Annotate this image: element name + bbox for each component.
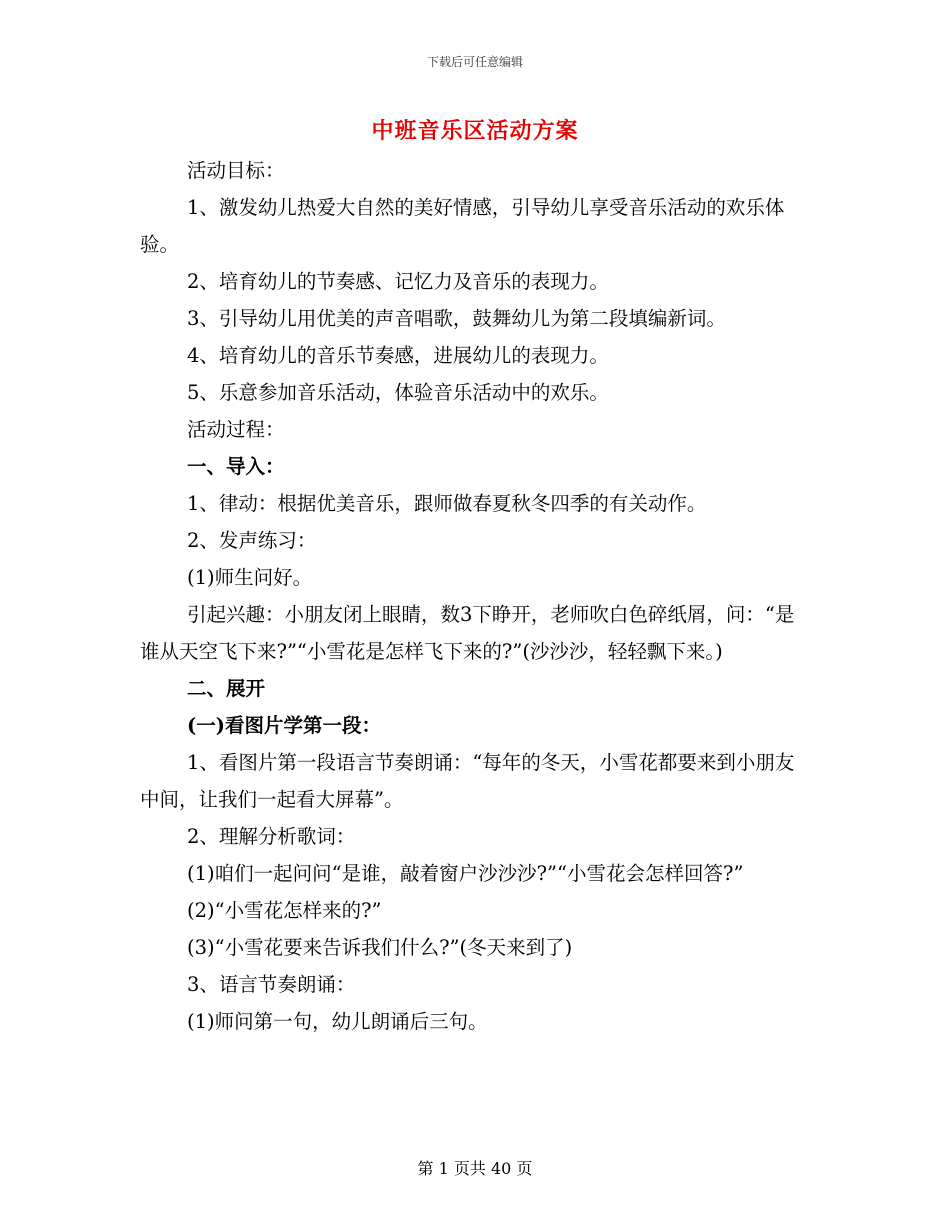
paragraph: 引起兴趣：小朋友闭上眼睛，数3下睁开，老师吹白色碎纸屑，问：“是谁从天空飞下来?”“小雪花是怎样飞下来的?”(沙沙沙，轻轻飘下来。) [140, 603, 795, 663]
paragraph: 2、培育幼儿的节奏感、记忆力及音乐的表现力。 [187, 270, 609, 293]
document-body [140, 152, 808, 1040]
subsection-heading: (一)看图片学第一段： [187, 714, 381, 737]
paragraph: 2、发声练习： [187, 529, 317, 552]
paragraph: 5、乐意参加音乐活动，体验音乐活动中的欢乐。 [187, 381, 609, 404]
paragraph: 活动过程： [187, 418, 285, 441]
paragraph: (1)师问第一句，幼儿朗诵后三句。 [187, 1010, 488, 1033]
paragraph: 1、激发幼儿热爱大自然的美好情感，引导幼儿享受音乐活动的欢乐体验。 [140, 196, 785, 256]
paragraph: 1、律动：根据优美音乐，跟师做春夏秋冬四季的有关动作。 [187, 492, 707, 515]
paragraph: (1)师生问好。 [187, 566, 313, 589]
paragraph: (1)咱们一起问问“是谁，敲着窗户沙沙沙?”“小雪花会怎样回答?” [187, 862, 744, 885]
paragraph: (3)“小雪花要来告诉我们什么?”(冬天来到了) [187, 936, 573, 959]
paragraph: (2)“小雪花怎样来的?” [187, 899, 382, 922]
document-title: 中班音乐区活动方案 [371, 118, 579, 144]
paragraph: 1、看图片第一段语言节奏朗诵：“每年的冬天，小雪花都要来到小朋友中间，让我们一起看大屏幕”。 [140, 751, 795, 811]
section-heading: 二、展开 [187, 677, 266, 700]
paragraph: 2、理解分析歌词： [187, 825, 356, 848]
paragraph: 活动目标： [187, 159, 285, 182]
paragraph: 4、培育幼儿的音乐节奏感，进展幼儿的表现力。 [187, 344, 609, 367]
paragraph: 3、引导幼儿用优美的声音唱歌，鼓舞幼儿为第二段填编新词。 [187, 307, 726, 330]
page-footer: 第 1 页共 40 页 [417, 1159, 533, 1178]
header-note: 下载后可任意编辑 [426, 55, 523, 69]
section-heading: 一、导入： [187, 455, 285, 478]
paragraph: 3、语言节奏朗诵： [187, 973, 356, 996]
